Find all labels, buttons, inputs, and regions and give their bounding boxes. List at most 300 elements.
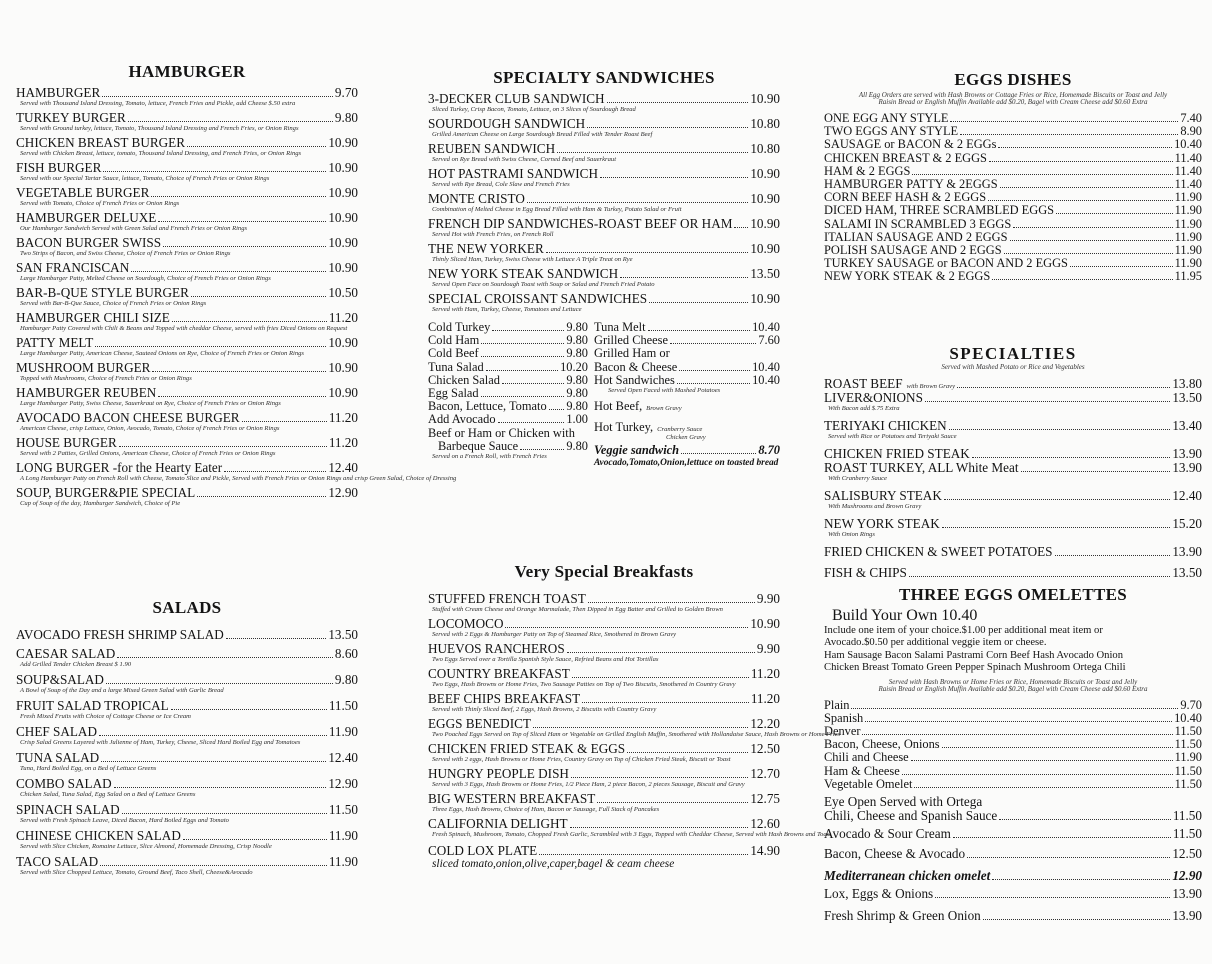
item-description: A Long Hamburger Patty on French Roll with Cheese, Tomato Slice and Pickle, Served with French Fries or Onion Rings and crisp Green Salad, Choice of Dressing	[20, 475, 457, 482]
item-name: COUNTRY BREAKFAST	[428, 666, 570, 681]
item-description: Fresh Spinach, Mushroom, Tomato, Chopped Fresh Garlic, Scrambled with 3 Eggs, Topped with Cheddar Cheese, Served with Hash Browns and Toast	[432, 831, 832, 838]
menu-item	[824, 218, 1202, 231]
leader-dots	[1055, 555, 1171, 556]
item-name: COMBO SALAD	[16, 776, 112, 791]
leader-dots	[486, 370, 558, 371]
item-name: Chicken Salad	[428, 372, 500, 387]
item-price: 9.70	[1180, 697, 1202, 712]
item-price: 11.20	[328, 435, 358, 450]
item-description: Add Grilled Tender Chicken Breast $ 1.90	[20, 661, 132, 668]
cold-sandwiches-left	[428, 321, 588, 468]
item-price: 7.60	[758, 333, 780, 348]
leader-dots	[587, 127, 748, 128]
menu-item-row	[16, 855, 358, 869]
menu-item	[16, 803, 358, 824]
menu-item-row	[428, 142, 780, 156]
item-price: 11.20	[328, 410, 358, 425]
item-price: 10.40	[752, 359, 780, 374]
item-name: Hot Sandwiches	[594, 372, 675, 387]
item-price: 13.80	[1172, 376, 1202, 391]
salads-title: SALADS	[152, 598, 222, 617]
menu-item	[16, 411, 358, 432]
sandwiches-list	[428, 92, 780, 313]
item-price: 11.90	[1174, 750, 1202, 765]
leader-dots	[998, 147, 1172, 148]
menu-item	[824, 517, 1202, 538]
omelettes-list-2	[824, 827, 1202, 861]
item-description: Stuffed with Cream Cheese and Orange Marmalade, Then Dipped in Egg Batter and Grilled to Golden Brown	[432, 606, 723, 613]
menu-item	[16, 261, 358, 282]
item-name: SALISBURY STEAK	[824, 488, 942, 503]
leader-dots	[620, 277, 748, 278]
item-description: Two Poached Eggs Served on Top of Sliced Ham or Vegetable on Grilled English Muffin, Smothered with Hollandaise Sauce, Hash Browns or Home Fries	[432, 731, 841, 738]
item-price: 13.90	[1172, 908, 1202, 924]
item-name: ITALIAN SAUSAGE AND 2 EGGS	[824, 229, 1008, 244]
item-price: 12.20	[750, 716, 780, 731]
leader-dots	[949, 429, 1171, 430]
menu-item-row	[824, 419, 1202, 433]
item-price: 10.90	[750, 241, 780, 256]
item-price: 9.80	[566, 399, 588, 414]
menu-item	[428, 292, 780, 313]
menu-item-row	[16, 647, 358, 661]
item-description: Combination of Melted Cheese in Egg Bread Filled with Ham & Turkey, Potato Salad or Fruit	[432, 206, 682, 213]
leader-dots	[571, 777, 748, 778]
item-name: NEW YORK STEAK & 2 EGGS	[824, 269, 991, 284]
item-description: Served with Thousand Island Dressing, Tomato, lettuce, French Fries and Pickle, add Cheese $.50 extra	[20, 100, 296, 107]
menu-item-row	[428, 117, 780, 131]
menu-item-row	[824, 795, 1202, 809]
menu-item	[16, 777, 358, 798]
leader-dots	[950, 121, 1178, 122]
menu-item-row	[16, 361, 358, 375]
menu-item-row	[428, 844, 780, 858]
item-name: TWO EGGS ANY STYLE	[824, 124, 959, 139]
item-name: Plain	[824, 697, 850, 712]
item-price: 11.95	[1174, 269, 1202, 284]
menu-item-row	[16, 486, 358, 500]
item-description: With Mushrooms and Brown Gravy	[828, 503, 922, 510]
omelettes-list-3	[824, 887, 1202, 923]
item-description: Large Hamburger Patty, Swiss Cheese, Sauerkraut on Rye, Choice of French Fries or Onion Rings	[20, 400, 281, 407]
menu-item-row	[824, 827, 1202, 841]
menu-item-row	[16, 386, 358, 400]
leader-dots	[101, 761, 326, 762]
menu-item-row	[16, 236, 358, 250]
item-name: Eye Open Served with Ortega	[824, 794, 983, 810]
item-name: VEGETABLE BURGER	[16, 185, 150, 200]
cold-hot-grid	[428, 321, 780, 468]
item-name: BIG WESTERN BREAKFAST	[428, 791, 596, 806]
menu-item-row	[594, 347, 780, 360]
leader-dots	[103, 171, 326, 172]
menu-item	[824, 461, 1202, 482]
item-price: 14.90	[750, 843, 780, 858]
item-name: BEEF CHIPS BREAKFAST	[428, 691, 581, 706]
menu-item-row	[16, 186, 358, 200]
item-name: CAESAR SALAD	[16, 646, 116, 661]
sandwiches-section	[428, 68, 780, 468]
item-name: Bacon, Lettuce, Tomato	[428, 399, 547, 414]
item-name: Hot Beef,	[594, 399, 643, 414]
item-description: Grilled American Cheese on Large Sourdough Bread Filled with Tender Roast Beef	[432, 131, 653, 138]
leader-dots	[914, 787, 1172, 788]
item-name: SOURDOUGH SANDWICH	[428, 116, 586, 131]
leader-dots	[670, 343, 756, 344]
omelettes-title: THREE EGGS OMELETTES	[898, 585, 1127, 604]
menu-item-row	[428, 717, 780, 731]
leader-dots	[128, 121, 333, 122]
leader-dots	[549, 409, 565, 410]
leader-dots	[498, 422, 565, 423]
leader-dots	[481, 396, 565, 397]
item-price: 10.80	[750, 141, 780, 156]
build-your-own	[824, 607, 1202, 625]
item-price: 11.40	[1174, 163, 1202, 178]
leader-dots	[224, 471, 326, 472]
leader-dots	[1010, 240, 1173, 241]
menu-item-row	[824, 377, 1202, 391]
leader-dots	[992, 879, 1170, 880]
menu-item-row	[428, 692, 780, 706]
leader-dots	[1004, 253, 1173, 254]
item-price: 12.50	[1172, 846, 1202, 862]
menu-item-row	[16, 336, 358, 350]
leader-dots	[502, 383, 564, 384]
item-description: Thinly Sliced Ham, Turkey, Swiss Cheese with Lettuce A Triple Treat on Rye	[432, 256, 633, 263]
eggs-list	[824, 112, 1202, 284]
menu-item-row	[428, 592, 780, 606]
item-name: TURKEY SAUSAGE or BACON AND 2 EGGS	[824, 256, 1068, 271]
item-name: SPECIAL CROISSANT SANDWICHES	[428, 291, 648, 306]
leader-dots	[679, 370, 750, 371]
breakfasts-title: Very Special Breakfasts	[514, 562, 694, 581]
item-name: CHEF SALAD	[16, 724, 97, 739]
leader-dots	[151, 196, 326, 197]
menu-item-row	[824, 909, 1202, 923]
item-name: AVOCADO FRESH SHRIMP SALAD	[16, 627, 224, 642]
item-name: HOT PASTRAMI SANDWICH	[428, 166, 598, 181]
item-name: FRENCH DIP SANDWICHES-ROAST BEEF OR HAM	[428, 216, 733, 231]
item-name: MONTE CRISTO	[428, 191, 525, 206]
menu-item-row	[824, 712, 1202, 725]
leader-dots	[909, 576, 1171, 577]
leader-dots	[158, 396, 326, 397]
menu-item-row	[824, 489, 1202, 503]
item-name: Tuna Salad	[428, 359, 484, 374]
menu-item	[16, 361, 358, 382]
item-description: Served with Ham, Turkey, Cheese, Tomatoes and Lettuce	[432, 306, 582, 313]
item-price: 10.90	[328, 385, 358, 400]
item-price: 11.50	[1174, 776, 1202, 791]
item-price: 12.40	[328, 750, 358, 765]
item-price: 13.50	[1172, 565, 1202, 580]
leader-dots	[172, 321, 327, 322]
menu-item-row	[428, 792, 780, 806]
menu-item	[824, 545, 1202, 559]
item-price: 11.90	[1174, 256, 1202, 271]
item-name: Avocado & Sour Cream	[824, 826, 951, 842]
item-name: Bacon, Cheese, Onions	[824, 737, 940, 752]
item-description: Served on Rye Bread with Swiss Cheese, Corned Beef and Sauerkraut	[432, 156, 617, 163]
menu-item	[824, 765, 1202, 778]
menu-item-row	[428, 817, 780, 831]
item-name: SAUSAGE or BACON & 2 EGGs	[824, 137, 997, 152]
menu-item	[428, 592, 780, 613]
leader-dots	[925, 401, 1170, 402]
leader-dots	[481, 343, 564, 344]
item-name: Add Avocado	[428, 412, 496, 427]
leader-dots	[1013, 227, 1172, 228]
item-name: LONG BURGER -for the Hearty Eater	[16, 460, 223, 475]
item-price: 11.20	[328, 310, 358, 325]
item-name: Cold Ham	[428, 333, 480, 348]
omelettes-note: Raisin Bread or English Muffin Available add $0.20, Bagel with Cream Cheese add $0.60 Extra	[878, 684, 1148, 693]
item-name: PATTY MELT	[16, 335, 94, 350]
menu-item	[428, 742, 780, 763]
item-name: CORN BEEF HASH & 2 EGGS	[824, 190, 987, 205]
item-price: 11.40	[1174, 150, 1202, 165]
leader-dots	[911, 760, 1173, 761]
leader-dots	[957, 387, 1170, 388]
item-description: Hamburger Patty Covered with Chili & Beans and Topped with cheddar Cheese, served with fries Diced Onions on Request	[20, 325, 348, 332]
menu-item	[428, 242, 780, 263]
menu-item-row	[16, 628, 358, 642]
menu-item	[428, 816, 832, 838]
item-name: Grilled Cheese	[594, 333, 668, 348]
menu-item-row	[16, 803, 358, 817]
leader-dots	[677, 383, 750, 384]
item-price: 12.90	[328, 776, 358, 791]
item-name: CHICKEN FRIED STEAK	[824, 446, 970, 461]
item-price: 11.90	[1174, 190, 1202, 205]
menu-item	[824, 847, 1202, 861]
item-name: CHICKEN FRIED STEAK & EGGS	[428, 741, 626, 756]
menu-item-row	[428, 217, 780, 231]
item-description: Crisp Salad Greens Layered with Julienne of Ham, Turkey, Cheese, Sliced Hard Boiled Egg and Tomatoes	[20, 739, 301, 746]
menu-item	[16, 336, 358, 357]
leader-dots	[106, 683, 333, 684]
item-price: 11.90	[1174, 203, 1202, 218]
leader-dots	[1000, 187, 1173, 188]
menu-item	[16, 86, 358, 107]
item-price: 12.40	[328, 460, 358, 475]
item-name: Spanish	[824, 710, 864, 725]
item-price: 11.50	[1174, 737, 1202, 752]
item-price: 9.80	[566, 372, 588, 387]
leader-dots	[1056, 213, 1173, 214]
leader-dots	[183, 839, 327, 840]
leader-dots	[158, 221, 326, 222]
menu-item-row	[824, 204, 1202, 217]
item-name: ROAST TURKEY, ALL White Meat	[824, 460, 1019, 475]
item-name: NEW YORK STEAK SANDWICH	[428, 266, 619, 281]
item-price: 9.90	[756, 591, 780, 606]
menu-item-row	[16, 777, 358, 791]
item-name: Fresh Shrimp & Green Onion	[824, 908, 981, 924]
item-price: 13.50	[750, 266, 780, 281]
item-name: CHICKEN BREAST & 2 EGGS	[824, 150, 987, 165]
item-name: REUBEN SANDWICH	[428, 141, 556, 156]
menu-item-row	[428, 427, 588, 440]
leader-dots	[1070, 266, 1173, 267]
leader-dots	[607, 102, 749, 103]
item-name: Barbeque Sauce	[438, 438, 519, 453]
leader-dots	[588, 602, 755, 603]
menu-item	[16, 186, 358, 207]
leader-dots	[960, 134, 1178, 135]
item-name: BACON BURGER SWISS	[16, 235, 162, 250]
menu-item-row	[824, 778, 1202, 791]
leader-dots	[648, 330, 751, 331]
menu-item-row	[824, 270, 1202, 283]
leader-dots	[649, 302, 748, 303]
menu-item	[428, 192, 780, 213]
item-description: Cup of Soup of the day, Hamburger Sandwich, Choice of Pie	[20, 500, 181, 507]
item-price: 11.20	[750, 691, 780, 706]
leader-dots	[600, 177, 748, 178]
item-description: American Cheese, crisp Lettuce, Onion, Avocado, Tomato, Choice of French Fries or Onion Rings	[20, 425, 280, 432]
menu-item-row	[824, 218, 1202, 231]
item-price: 8.70	[758, 443, 780, 458]
menu-item-row	[428, 767, 780, 781]
menu-item	[824, 204, 1202, 217]
leader-dots	[989, 161, 1173, 162]
menu-item-row	[824, 391, 1202, 405]
item-price: 11.90	[328, 854, 358, 869]
item-name: SOUP, BURGER&PIE SPECIAL	[16, 485, 196, 500]
item-name: TUNA SALAD	[16, 750, 100, 765]
item-name: Denver	[824, 724, 861, 739]
item-price: 8.60	[334, 646, 358, 661]
item-price: 9.80	[566, 438, 588, 453]
item-price: 11.90	[328, 828, 358, 843]
leader-dots	[582, 702, 749, 703]
item-name: Lox, Eggs & Onions	[824, 886, 934, 902]
item-name: HAMBURGER REUBEN	[16, 385, 157, 400]
item-price: 11.50	[328, 698, 358, 713]
item-name: DICED HAM, THREE SCRAMBLED EGGS	[824, 203, 1055, 218]
leader-dots	[163, 246, 326, 247]
leader-dots	[187, 146, 326, 147]
menu-item-row	[16, 136, 358, 150]
menu-item	[16, 136, 358, 157]
menu-item	[824, 699, 1202, 712]
item-price: 10.90	[328, 360, 358, 375]
menu-item	[824, 909, 1202, 923]
item-description: Served with Slice Chicken, Romaine Lettuce, Slice Almond, Homemade Dressing, Crisp Noodle	[20, 843, 272, 850]
item-description: Served with our Special Tartar Sauce, lettuce, Tomato, Choice of French Fries or Onion Rings	[20, 175, 270, 182]
menu-item-row	[428, 742, 780, 756]
leader-dots	[527, 202, 748, 203]
leader-dots	[935, 897, 1170, 898]
menu-item-row	[824, 545, 1202, 559]
menu-item-row	[16, 829, 358, 843]
leader-dots	[597, 802, 748, 803]
leader-dots	[988, 200, 1172, 201]
item-description: Topped with Mushrooms, Choice of French Fries or Onion Rings	[20, 375, 192, 382]
leader-dots	[152, 371, 326, 372]
item-name: AVOCADO BACON CHEESE BURGER	[16, 410, 240, 425]
item-price: 10.90	[750, 216, 780, 231]
menu-item-row	[824, 765, 1202, 778]
menu-item-row	[824, 517, 1202, 531]
menu-item-row	[824, 566, 1202, 580]
menu-item-row	[16, 436, 358, 450]
item-name: LIVER&ONIONS	[824, 390, 923, 405]
item-price: 13.90	[1172, 446, 1202, 461]
menu-item	[428, 667, 780, 688]
item-name: MUSHROOM BURGER	[16, 360, 151, 375]
leader-dots	[862, 734, 1172, 735]
item-price: 10.40	[752, 320, 780, 334]
menu-item	[824, 778, 1202, 791]
leader-dots	[942, 527, 1171, 528]
item-name: SALAMI IN SCRAMBLED 3 EGGS	[824, 216, 1012, 231]
menu-item	[428, 267, 780, 288]
item-name: SPINACH SALAD	[16, 802, 120, 817]
hamburger-title: HAMBURGER	[128, 62, 246, 81]
menu-item	[824, 152, 1202, 165]
menu-item-row	[16, 725, 358, 739]
item-name: TACO SALAD	[16, 854, 99, 869]
item-price: 11.50	[1174, 763, 1202, 778]
menu-item	[824, 270, 1202, 283]
menu-item-row	[428, 617, 780, 631]
leader-dots	[944, 499, 1170, 500]
menu-item	[16, 211, 358, 232]
leader-dots	[117, 657, 333, 658]
item-price: 11.90	[1174, 243, 1202, 258]
leader-dots	[967, 857, 1170, 858]
leader-dots	[533, 727, 748, 728]
menu-item	[824, 751, 1202, 764]
menu-item-row	[824, 138, 1202, 151]
leader-dots	[114, 787, 327, 788]
item-name: POLISH SAUSAGE AND 2 EGGS	[824, 243, 1002, 258]
menu-item	[428, 617, 780, 638]
menu-item	[428, 117, 780, 138]
leader-dots	[242, 421, 327, 422]
leader-dots	[681, 453, 756, 454]
leader-dots	[567, 652, 755, 653]
menu-item	[16, 436, 358, 457]
item-description: Served with Fresh Spinach Leave, Diced Bacon, Hard Boiled Eggs and Tomato	[20, 817, 229, 824]
item-price: 10.90	[328, 335, 358, 350]
byo-price: 10.40	[941, 607, 978, 624]
menu-item	[824, 138, 1202, 151]
menu-item	[16, 286, 358, 307]
leader-dots	[122, 813, 327, 814]
menu-item	[824, 827, 1202, 841]
item-price: 10.40	[752, 372, 780, 387]
item-description: Served with Chicken Breast, lettuce, tomato, Thousand Island Dressing, and French Fries, or Onion Rings	[20, 150, 302, 157]
menu-item	[16, 236, 358, 257]
item-price: 9.80	[566, 320, 588, 334]
menu-item	[428, 692, 780, 713]
item-name: COLD LOX PLATE	[428, 843, 538, 858]
item-name: Chili and Cheese	[824, 750, 909, 765]
leader-dots	[492, 330, 564, 331]
leader-dots	[95, 346, 326, 347]
item-description: Served with 2 eggs, Hash Browns or Home Fries, Country Gravy on Top of Chicken Fried Steak, Biscuit or Toast	[432, 756, 731, 763]
leader-dots	[505, 627, 748, 628]
menu-item	[16, 855, 358, 876]
menu-item-row	[16, 311, 358, 325]
item-description: Avocado,Tomato,Onion,lettuce on toasted bread	[594, 457, 779, 468]
item-price: 11.90	[328, 724, 358, 739]
leader-dots	[734, 227, 748, 228]
